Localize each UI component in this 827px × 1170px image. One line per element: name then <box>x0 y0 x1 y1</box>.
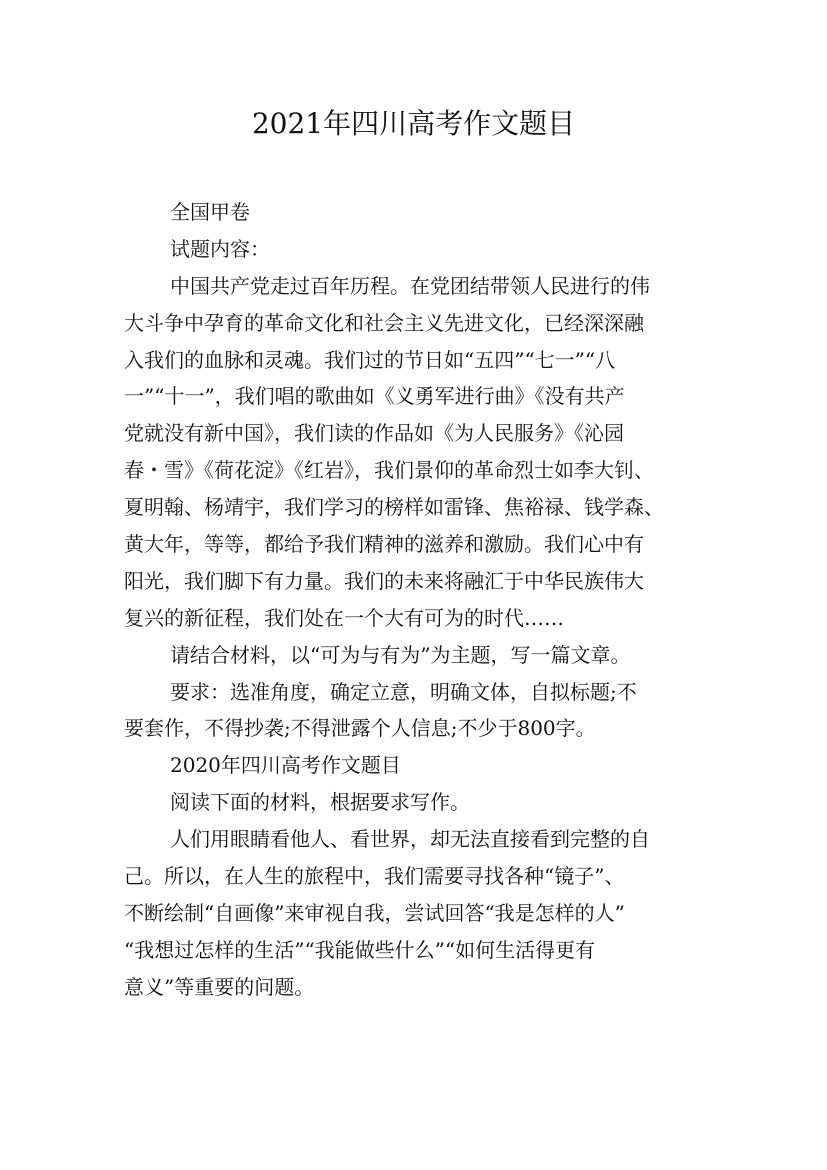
document-body <box>124 194 714 1006</box>
paragraph-line: 试题内容： <box>170 236 270 261</box>
paragraph-line: 夏明翰、杨靖宇，我们学习的榜样如雷锋、焦裕禄、钱学森、 <box>124 495 664 520</box>
document-title: 2021年四川高考作文题目 <box>251 107 576 140</box>
section-heading: 2020年四川高考作文题目 <box>170 753 401 778</box>
paragraph-line: 阳光，我们脚下有力量。我们的未来将融汇于中华民族伟大 <box>124 568 644 593</box>
paragraph-line: 全国甲卷 <box>170 200 250 224</box>
paragraph-line: 入我们的血脉和灵魂。我们过的节日如“五四”“七一”“八 <box>124 347 616 372</box>
paragraph-line: 中国共产党走过百年历程。在党团结带领人民进行的伟 <box>170 273 650 298</box>
paragraph-line: 春・雪》《荷花淀》《红岩》，我们景仰的革命烈士如李大钊、 <box>124 458 654 483</box>
paragraph-line: 要套作，不得抄袭;不得泄露个人信息;不少于800字。 <box>124 716 596 741</box>
paragraph-line: 黄大年，等等，都给予我们精神的滋养和激励。我们心中有 <box>124 532 644 557</box>
paragraph-line: “我想过怎样的生活”“我能做些什么”“如何生活得更有 <box>124 937 596 962</box>
paragraph-line: 己。所以，在人生的旅程中，我们需要寻找各种“镜子”、 <box>124 864 625 889</box>
paragraph-line: 党就没有新中国》，我们读的作品如《为人民服务》《沁园 <box>124 421 624 446</box>
paragraph-line: 阅读下面的材料，根据要求写作。 <box>170 790 470 815</box>
paragraph-line: 意义”等重要的问题。 <box>124 974 315 999</box>
paragraph-line: 复兴的新征程，我们处在一个大有可为的时代…… <box>124 605 564 630</box>
paragraph-line: 请结合材料，以“可为与有为”为主题，写一篇文章。 <box>170 642 631 667</box>
paragraph-line: 大斗争中孕育的革命文化和社会主义先进文化，已经深深融 <box>124 310 644 335</box>
paragraph-line: 人们用眼睛看他人、看世界，却无法直接看到完整的自 <box>170 827 650 852</box>
paragraph-line: 一”“十一”，我们唱的歌曲如《义勇军进行曲》《没有共产 <box>124 384 625 409</box>
paragraph-line: 不断绘制“自画像”来审视自我，尝试回答“我是怎样的人” <box>124 900 625 925</box>
paragraph-line: 要求：选准角度，确定立意，明确文体，自拟标题;不 <box>170 679 637 704</box>
